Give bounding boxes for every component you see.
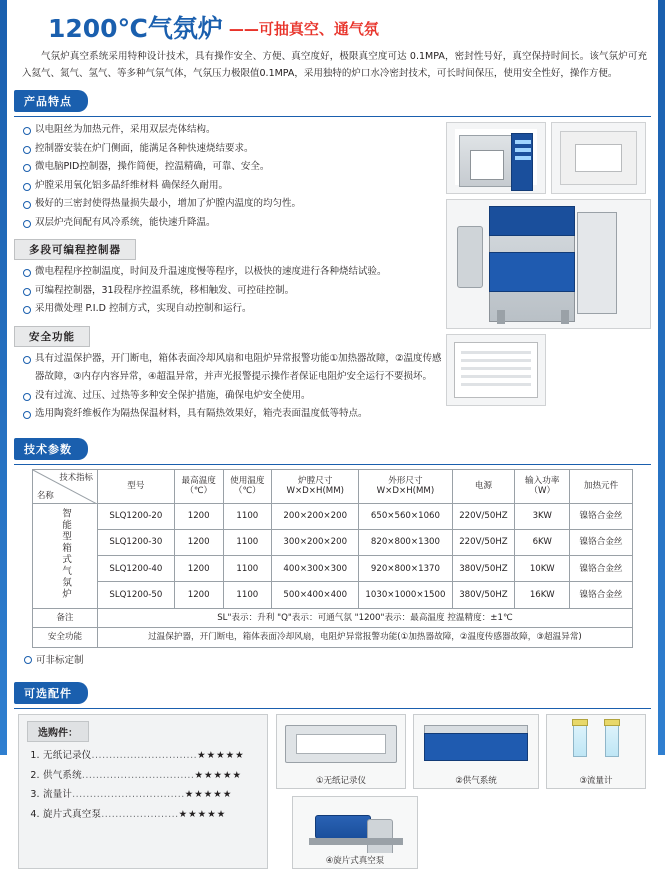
list-item: 没有过流、过压、过热等多种安全保护措施，确保电炉安全使用。 bbox=[22, 387, 444, 406]
leader-dots: .............................. bbox=[91, 750, 198, 762]
cell-work-temp: 1100 bbox=[223, 556, 272, 582]
pump-illustration bbox=[293, 797, 417, 853]
intro-text: 气氛炉真空系统采用特种设计技术，具有操作安全、方便、真空度好，极限真空度可达 0.1MPA，密封性号好，真空保持时间长。该气氛炉可充入氦气、氮气、氢气、等多种气氛气体，气氛压力极限值0.1MPA，采用独特的炉口水冷密封技术，可长时间保压，使用安全性好，操作方便。 bbox=[22, 51, 647, 79]
table-safety-row bbox=[33, 628, 633, 648]
cell-power-supply: 380V/50HZ bbox=[452, 582, 515, 608]
flowmeter-cap bbox=[604, 719, 620, 726]
radiator-shape bbox=[454, 342, 538, 398]
machine-lower-panel-shape bbox=[489, 252, 575, 292]
col-header-model: 型号 bbox=[97, 469, 174, 503]
list-item: 采用微处理 P.I.D 控制方式，实现自动控制和运行。 bbox=[22, 300, 444, 319]
safety-label: 安全功能 bbox=[33, 628, 98, 648]
corner-header-cell bbox=[33, 469, 98, 503]
leader-dots: ...................... bbox=[101, 808, 179, 820]
col-header-work-temp: 使用温度（℃） bbox=[223, 469, 272, 503]
list-item bbox=[43, 746, 259, 765]
spec-table bbox=[32, 469, 633, 648]
cell-input-power: 6KW bbox=[515, 530, 570, 556]
cell-chamber-size: 500×400×400 bbox=[272, 582, 359, 608]
accessory-stars: ★★★★★ bbox=[178, 808, 227, 820]
list-item: 双层炉壳间配有风冷系统，能快速升降温。 bbox=[22, 214, 444, 233]
cell-power-supply: 220V/50HZ bbox=[452, 530, 515, 556]
col-header-input-power: 输入功率（W） bbox=[515, 469, 570, 503]
program-list bbox=[14, 263, 444, 319]
cell-work-temp: 1100 bbox=[223, 503, 272, 529]
col-header-outer-size: 外形尺寸W×D×H(MM) bbox=[359, 469, 452, 503]
list-item bbox=[43, 766, 259, 785]
accessory-caption: ①无纸记录仪 bbox=[315, 776, 367, 787]
cell-power-supply: 380V/50HZ bbox=[452, 556, 515, 582]
table-note-row bbox=[33, 608, 633, 628]
leader-dots: ................................ bbox=[72, 789, 185, 801]
table-row bbox=[33, 530, 633, 556]
accessories-photo-row-2 bbox=[276, 796, 647, 869]
accessory-label: 流量计 bbox=[43, 789, 73, 801]
gas-tank-shape bbox=[457, 226, 483, 288]
accessories-section-header bbox=[14, 674, 651, 709]
accessory-photo-flowmeter bbox=[546, 714, 646, 789]
safety-text: 过温保护器，开门断电，箱体表面冷却风扇，电阻炉异常报警功能(①加热器故障，②温度传感器故障，③超温异常) bbox=[97, 628, 632, 648]
cell-heating-element: 镍铬合金丝 bbox=[570, 582, 633, 608]
cell-outer-size: 920×800×1370 bbox=[359, 556, 452, 582]
col-header-power-supply: 电源 bbox=[452, 469, 515, 503]
features-column bbox=[14, 121, 444, 424]
spec-section-header bbox=[14, 430, 651, 465]
accessory-stars: ★★★★★ bbox=[194, 769, 243, 781]
accessory-label: 供气系统 bbox=[43, 769, 82, 781]
radiator-fin bbox=[461, 359, 531, 362]
features-heading: 产品特点 bbox=[14, 90, 88, 112]
accessory-caption: ②供气系统 bbox=[455, 776, 497, 787]
spec-table-wrapper bbox=[14, 469, 651, 648]
col-header-max-temp: 最高温度（℃） bbox=[174, 469, 223, 503]
recorder-screen-shape bbox=[296, 734, 386, 754]
photo-row-bottom bbox=[446, 334, 651, 406]
radiator-fin bbox=[461, 351, 531, 354]
cell-heating-element: 镍铬合金丝 bbox=[570, 503, 633, 529]
note-label: 备注 bbox=[33, 608, 98, 628]
cell-chamber-size: 400×300×300 bbox=[272, 556, 359, 582]
cell-model: SLQ1200-50 bbox=[97, 582, 174, 608]
cell-model: SLQ1200-20 bbox=[97, 503, 174, 529]
flowmeter-tube bbox=[573, 723, 587, 757]
panel-led bbox=[515, 156, 531, 160]
cell-outer-size: 820×800×1300 bbox=[359, 530, 452, 556]
accessory-photo-recorder bbox=[276, 714, 406, 789]
left-edge-decoration bbox=[0, 0, 7, 755]
chamber-inner-shape bbox=[575, 144, 622, 172]
program-heading: 多段可编程控制器 bbox=[14, 239, 136, 260]
features-list bbox=[14, 121, 444, 232]
flowmeter-tube bbox=[605, 723, 619, 757]
recorder-body-shape bbox=[285, 725, 397, 763]
furnace-body-shape bbox=[459, 135, 513, 187]
accessories-photo-area bbox=[276, 714, 647, 869]
safety-heading: 安全功能 bbox=[14, 326, 90, 347]
pump-base-shape bbox=[309, 838, 403, 845]
accessory-photo-gas-system bbox=[413, 714, 539, 789]
accessories-area bbox=[14, 714, 651, 869]
list-item: 微电程程序控制温度，时间及升温速度慢等程序，以极快的速度进行各种烧结试验。 bbox=[22, 263, 444, 282]
pump-body-shape bbox=[315, 815, 371, 839]
list-item: 极好的三密封使得热量损失最小，增加了炉膛内温度的均匀性。 bbox=[22, 195, 444, 214]
list-item: 具有过温保护器，开门断电，箱体表面冷却风扇和电阻炉异常报警功能①加热器故障，②温度传感器故障，③内存内容异常，④超温异常，并声光报警提示操作者保证电阻炉安全运行不要损坏。 bbox=[22, 350, 444, 387]
accessory-label: 无纸记录仪 bbox=[43, 750, 92, 762]
gas-body-shape bbox=[424, 733, 528, 761]
safety-list bbox=[14, 350, 444, 424]
machine-leg bbox=[497, 310, 505, 324]
cell-input-power: 3KW bbox=[515, 503, 570, 529]
cell-model: SLQ1200-30 bbox=[97, 530, 174, 556]
table-row bbox=[33, 503, 633, 529]
radiator-fin bbox=[461, 375, 531, 378]
spec-heading: 技术参数 bbox=[14, 438, 88, 460]
cell-max-temp: 1200 bbox=[174, 582, 223, 608]
note-text: SL"表示：升利 "Q"表示：可通气氛 "1200"表示：最高温度 控温精度：±1℃ bbox=[97, 608, 632, 628]
radiator-fin bbox=[461, 367, 531, 370]
row-group-label-cell bbox=[33, 503, 98, 608]
panel-led bbox=[515, 148, 531, 152]
cell-work-temp: 1100 bbox=[223, 530, 272, 556]
recorder-illustration bbox=[277, 715, 405, 773]
chamber-outer-shape bbox=[560, 131, 637, 185]
list-item: 微电脑PID控制器，操作简便，控温精确，可靠、安全。 bbox=[22, 158, 444, 177]
list-item: 选用陶瓷纤维板作为隔热保温材料，具有隔热效果好，箱壳表面温度低等特点。 bbox=[22, 405, 444, 424]
furnace-photo bbox=[446, 122, 546, 194]
panel-led bbox=[515, 140, 531, 144]
accessory-stars: ★★★★★ bbox=[184, 789, 233, 801]
cell-input-power: 10KW bbox=[515, 556, 570, 582]
cell-outer-size: 650×560×1060 bbox=[359, 503, 452, 529]
accessories-heading: 可选配件 bbox=[14, 682, 88, 704]
gas-system-illustration bbox=[414, 715, 538, 773]
list-item: 炉膛采用氧化铝多晶纤维材料 确保经久耐用。 bbox=[22, 177, 444, 196]
intro-paragraph bbox=[14, 49, 651, 82]
table-header-row bbox=[33, 469, 633, 503]
cell-max-temp: 1200 bbox=[174, 503, 223, 529]
right-edge-decoration bbox=[658, 0, 665, 755]
accessories-photo-row bbox=[276, 714, 647, 789]
program-section-header bbox=[14, 232, 444, 263]
cell-power-supply: 220V/50HZ bbox=[452, 503, 515, 529]
machine-upper-panel-shape bbox=[489, 206, 575, 236]
cell-max-temp: 1200 bbox=[174, 556, 223, 582]
page-header bbox=[14, 16, 651, 41]
flowmeter-illustration bbox=[547, 715, 645, 773]
col-header-chamber-size: 炉膛尺寸W×D×H(MM) bbox=[272, 469, 359, 503]
accessories-list-box bbox=[18, 714, 268, 869]
accessories-list bbox=[27, 746, 259, 824]
row-group-label: 智能型箱式气氛炉 bbox=[60, 507, 72, 600]
accessory-caption: ④旋片式真空泵 bbox=[325, 856, 385, 867]
col-header-heating-element: 加热元件 bbox=[570, 469, 633, 503]
pump-cylinder-shape bbox=[367, 819, 393, 853]
furnace-door-shape bbox=[470, 150, 504, 180]
leader-dots: ................................ bbox=[81, 769, 195, 781]
list-item bbox=[43, 785, 259, 804]
machine-leg bbox=[561, 310, 569, 324]
custom-note: 可非标定制 bbox=[14, 652, 651, 666]
cell-input-power: 16KW bbox=[515, 582, 570, 608]
cell-model: SLQ1200-40 bbox=[97, 556, 174, 582]
list-item: 控制器安装在炉门侧面，能满足各种快速烧结要求。 bbox=[22, 140, 444, 159]
machine-side-cabinet-shape bbox=[577, 212, 617, 314]
radiator-fin bbox=[461, 383, 531, 386]
corner-top-label: 技术指标 bbox=[59, 471, 93, 482]
table-row bbox=[33, 556, 633, 582]
list-item: 可编程控制器，31段程序控温系统，移相触发、可控硅控制。 bbox=[22, 282, 444, 301]
product-photo-column bbox=[446, 122, 651, 406]
accessory-caption: ③流量计 bbox=[579, 776, 613, 787]
cell-heating-element: 镍铬合金丝 bbox=[570, 530, 633, 556]
chamber-photo bbox=[551, 122, 646, 194]
accessory-label: 旋片式真空泵 bbox=[43, 808, 102, 820]
radiator-photo bbox=[446, 334, 546, 406]
furnace-control-panel-shape bbox=[511, 133, 533, 191]
cell-chamber-size: 300×200×200 bbox=[272, 530, 359, 556]
page-title: 1200℃气氛炉 bbox=[48, 14, 223, 43]
accessories-list-title: 选购件： bbox=[27, 721, 89, 742]
table-row bbox=[33, 582, 633, 608]
corner-bottom-label: 名称 bbox=[37, 490, 54, 501]
accessory-stars: ★★★★★ bbox=[197, 750, 245, 762]
cell-heating-element: 镍铬合金丝 bbox=[570, 556, 633, 582]
cell-chamber-size: 200×200×200 bbox=[272, 503, 359, 529]
accessory-photo-vacuum-pump bbox=[292, 796, 418, 869]
cell-work-temp: 1100 bbox=[223, 582, 272, 608]
cell-outer-size: 1030×1000×1500 bbox=[359, 582, 452, 608]
photo-row-top bbox=[446, 122, 651, 194]
flowmeter-cap bbox=[572, 719, 588, 726]
furnace-illustration bbox=[455, 129, 537, 185]
cell-max-temp: 1200 bbox=[174, 530, 223, 556]
page-subtitle: ——可抽真空、通气氛 bbox=[228, 20, 379, 38]
safety-section-header bbox=[14, 319, 444, 350]
list-item: 以电阻丝为加热元件，采用双层壳体结构。 bbox=[22, 121, 444, 140]
list-item bbox=[43, 805, 259, 824]
features-section-header bbox=[14, 82, 651, 117]
full-machine-photo bbox=[446, 199, 651, 329]
